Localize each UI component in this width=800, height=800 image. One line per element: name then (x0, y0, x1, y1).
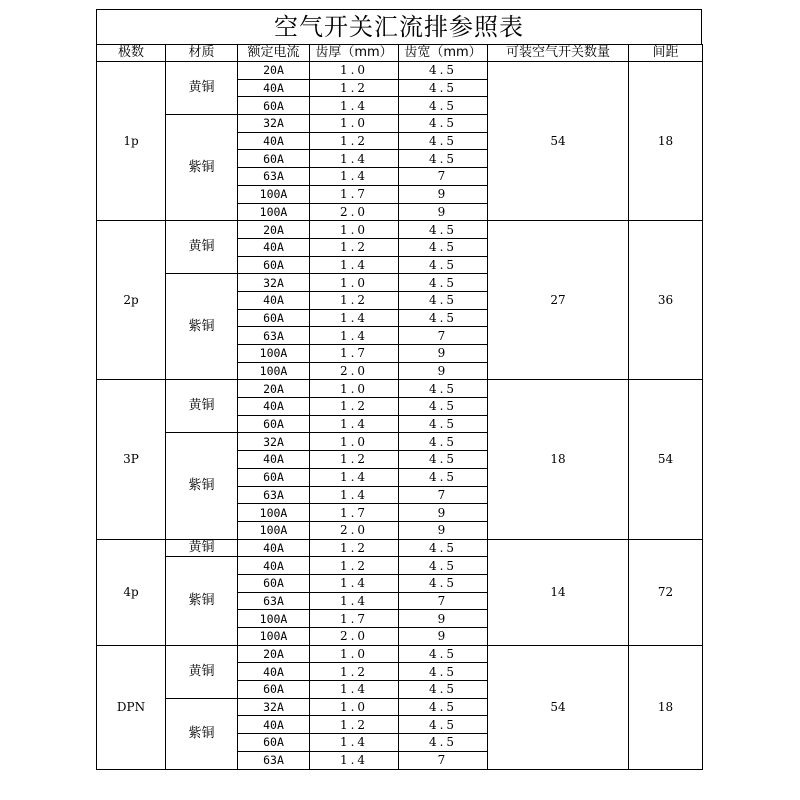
tooth-width-cell: 4.5 (399, 238, 488, 256)
rated-current-cell: 40A (238, 79, 310, 97)
rated-current-cell: 40A (238, 716, 310, 734)
tooth-width-cell: 4.5 (399, 415, 488, 433)
spacing-cell: 54 (629, 380, 703, 539)
rated-current-cell: 32A (238, 274, 310, 292)
header-spacing: 间距 (629, 45, 703, 62)
breaker-count-cell: 54 (488, 645, 629, 769)
material-cell: 紫铜 (166, 433, 238, 539)
tooth-width-cell: 4.5 (399, 645, 488, 663)
tooth-thickness-cell: 1.7 (310, 345, 399, 363)
tooth-thickness-cell: 1.4 (310, 327, 399, 345)
rated-current-cell: 100A (238, 610, 310, 628)
rated-current-cell: 100A (238, 345, 310, 363)
header-pole: 极数 (97, 45, 166, 62)
table-row (97, 645, 703, 663)
table-row (97, 221, 703, 239)
rated-current-cell: 40A (238, 398, 310, 416)
tooth-width-cell: 4.5 (399, 291, 488, 309)
rated-current-cell: 40A (238, 238, 310, 256)
breaker-count-cell: 18 (488, 380, 629, 539)
tooth-width-cell: 4.5 (399, 574, 488, 592)
tooth-width-cell: 4.5 (399, 663, 488, 681)
tooth-width-cell: 4.5 (399, 698, 488, 716)
tooth-thickness-cell: 1.2 (310, 398, 399, 416)
tooth-width-cell: 4.5 (399, 97, 488, 115)
tooth-thickness-cell: 2.0 (310, 521, 399, 539)
spacing-cell: 72 (629, 539, 703, 645)
tooth-thickness-cell: 1.0 (310, 380, 399, 398)
tooth-thickness-cell: 1.2 (310, 716, 399, 734)
header-breaker-count: 可装空气开关数量 (488, 45, 629, 62)
rated-current-cell: 60A (238, 681, 310, 699)
tooth-width-cell: 9 (399, 521, 488, 539)
tooth-width-cell: 4.5 (399, 380, 488, 398)
tooth-thickness-cell: 1.2 (310, 132, 399, 150)
table-row (97, 380, 703, 398)
tooth-thickness-cell: 2.0 (310, 628, 399, 646)
tooth-width-cell: 4.5 (399, 256, 488, 274)
header-tooth-width: 齿宽（mm） (399, 45, 488, 62)
tooth-width-cell: 4.5 (399, 433, 488, 451)
rated-current-cell: 32A (238, 698, 310, 716)
material-cell: 黄铜 (166, 221, 238, 274)
header-row (97, 45, 703, 62)
tooth-thickness-cell: 1.2 (310, 79, 399, 97)
tooth-width-cell: 7 (399, 751, 488, 769)
rated-current-cell: 40A (238, 291, 310, 309)
rated-current-cell: 100A (238, 521, 310, 539)
tooth-width-cell: 4.5 (399, 62, 488, 80)
material-cell: 黄铜 (166, 62, 238, 115)
table-body (97, 62, 703, 770)
rated-current-cell: 100A (238, 203, 310, 221)
tooth-thickness-cell: 1.0 (310, 274, 399, 292)
tooth-thickness-cell: 1.7 (310, 610, 399, 628)
rated-current-cell: 100A (238, 185, 310, 203)
tooth-thickness-cell: 1.4 (310, 415, 399, 433)
rated-current-cell: 40A (238, 451, 310, 469)
tooth-width-cell: 9 (399, 185, 488, 203)
material-cell: 紫铜 (166, 115, 238, 221)
tooth-thickness-cell: 1.2 (310, 291, 399, 309)
tooth-width-cell: 4.5 (399, 451, 488, 469)
tooth-width-cell: 7 (399, 486, 488, 504)
rated-current-cell: 60A (238, 415, 310, 433)
breaker-count-cell: 14 (488, 539, 629, 645)
rated-current-cell: 63A (238, 486, 310, 504)
pole-cell: 2p (97, 221, 166, 380)
tooth-thickness-cell: 1.4 (310, 150, 399, 168)
tooth-thickness-cell: 1.4 (310, 309, 399, 327)
tooth-width-cell: 4.5 (399, 681, 488, 699)
header-rated-current: 额定电流 (238, 45, 310, 62)
tooth-width-cell: 4.5 (399, 734, 488, 752)
rated-current-cell: 20A (238, 62, 310, 80)
tooth-thickness-cell: 1.0 (310, 645, 399, 663)
busbar-table (96, 44, 703, 770)
tooth-width-cell: 4.5 (399, 132, 488, 150)
tooth-width-cell: 7 (399, 327, 488, 345)
tooth-width-cell: 9 (399, 345, 488, 363)
tooth-thickness-cell: 2.0 (310, 362, 399, 380)
tooth-thickness-cell: 1.0 (310, 221, 399, 239)
material-cell: 紫铜 (166, 698, 238, 769)
tooth-width-cell: 9 (399, 610, 488, 628)
tooth-thickness-cell: 1.4 (310, 97, 399, 115)
rated-current-cell: 60A (238, 309, 310, 327)
rated-current-cell: 100A (238, 362, 310, 380)
tooth-width-cell: 4.5 (399, 539, 488, 557)
rated-current-cell: 20A (238, 645, 310, 663)
tooth-width-cell: 9 (399, 362, 488, 380)
rated-current-cell: 60A (238, 468, 310, 486)
tooth-thickness-cell: 1.4 (310, 592, 399, 610)
tooth-thickness-cell: 1.2 (310, 451, 399, 469)
rated-current-cell: 20A (238, 380, 310, 398)
rated-current-cell: 32A (238, 433, 310, 451)
tooth-width-cell: 4.5 (399, 274, 488, 292)
tooth-width-cell: 4.5 (399, 221, 488, 239)
rated-current-cell: 63A (238, 592, 310, 610)
tooth-thickness-cell: 1.7 (310, 504, 399, 522)
table-row (97, 62, 703, 80)
pole-cell: 1p (97, 62, 166, 221)
rated-current-cell: 100A (238, 504, 310, 522)
tooth-thickness-cell: 1.2 (310, 557, 399, 575)
tooth-thickness-cell: 1.4 (310, 486, 399, 504)
tooth-thickness-cell: 1.2 (310, 539, 399, 557)
tooth-thickness-cell: 1.4 (310, 574, 399, 592)
material-cell: 黄铜 (166, 645, 238, 698)
pole-cell: 3P (97, 380, 166, 539)
rated-current-cell: 60A (238, 97, 310, 115)
header-material: 材质 (166, 45, 238, 62)
rated-current-cell: 60A (238, 150, 310, 168)
rated-current-cell: 32A (238, 115, 310, 133)
rated-current-cell: 60A (238, 256, 310, 274)
tooth-width-cell: 7 (399, 592, 488, 610)
rated-current-cell: 40A (238, 557, 310, 575)
tooth-thickness-cell: 1.2 (310, 663, 399, 681)
tooth-width-cell: 9 (399, 628, 488, 646)
tooth-thickness-cell: 1.0 (310, 62, 399, 80)
tooth-width-cell: 4.5 (399, 398, 488, 416)
tooth-width-cell: 4.5 (399, 716, 488, 734)
tooth-thickness-cell: 1.4 (310, 168, 399, 186)
material-cell: 黄铜 (166, 539, 238, 557)
tooth-width-cell: 4.5 (399, 468, 488, 486)
rated-current-cell: 60A (238, 734, 310, 752)
rated-current-cell: 40A (238, 539, 310, 557)
header-tooth-thickness: 齿厚（mm） (310, 45, 399, 62)
material-cell: 紫铜 (166, 557, 238, 645)
tooth-width-cell: 4.5 (399, 309, 488, 327)
rated-current-cell: 40A (238, 663, 310, 681)
tooth-thickness-cell: 1.0 (310, 698, 399, 716)
table-title: 空气开关汇流排参照表 (96, 9, 702, 44)
tooth-thickness-cell: 1.7 (310, 185, 399, 203)
spacing-cell: 36 (629, 221, 703, 380)
reference-sheet (96, 9, 702, 770)
table-header (97, 45, 703, 62)
tooth-width-cell: 4.5 (399, 79, 488, 97)
table-row (97, 539, 703, 557)
pole-cell: DPN (97, 645, 166, 769)
spacing-cell: 18 (629, 62, 703, 221)
material-cell: 紫铜 (166, 274, 238, 380)
tooth-thickness-cell: 1.2 (310, 238, 399, 256)
tooth-width-cell: 4.5 (399, 150, 488, 168)
rated-current-cell: 63A (238, 327, 310, 345)
pole-cell: 4p (97, 539, 166, 645)
breaker-count-cell: 54 (488, 62, 629, 221)
rated-current-cell: 60A (238, 574, 310, 592)
tooth-thickness-cell: 1.4 (310, 256, 399, 274)
material-cell: 黄铜 (166, 380, 238, 433)
tooth-thickness-cell: 1.0 (310, 115, 399, 133)
tooth-thickness-cell: 2.0 (310, 203, 399, 221)
tooth-thickness-cell: 1.4 (310, 751, 399, 769)
spacing-cell: 18 (629, 645, 703, 769)
tooth-width-cell: 9 (399, 504, 488, 522)
tooth-thickness-cell: 1.4 (310, 468, 399, 486)
tooth-thickness-cell: 1.4 (310, 681, 399, 699)
tooth-width-cell: 7 (399, 168, 488, 186)
rated-current-cell: 20A (238, 221, 310, 239)
tooth-thickness-cell: 1.4 (310, 734, 399, 752)
breaker-count-cell: 27 (488, 221, 629, 380)
rated-current-cell: 63A (238, 751, 310, 769)
tooth-width-cell: 4.5 (399, 115, 488, 133)
rated-current-cell: 40A (238, 132, 310, 150)
rated-current-cell: 63A (238, 168, 310, 186)
tooth-width-cell: 4.5 (399, 557, 488, 575)
rated-current-cell: 100A (238, 628, 310, 646)
tooth-width-cell: 9 (399, 203, 488, 221)
tooth-thickness-cell: 1.0 (310, 433, 399, 451)
